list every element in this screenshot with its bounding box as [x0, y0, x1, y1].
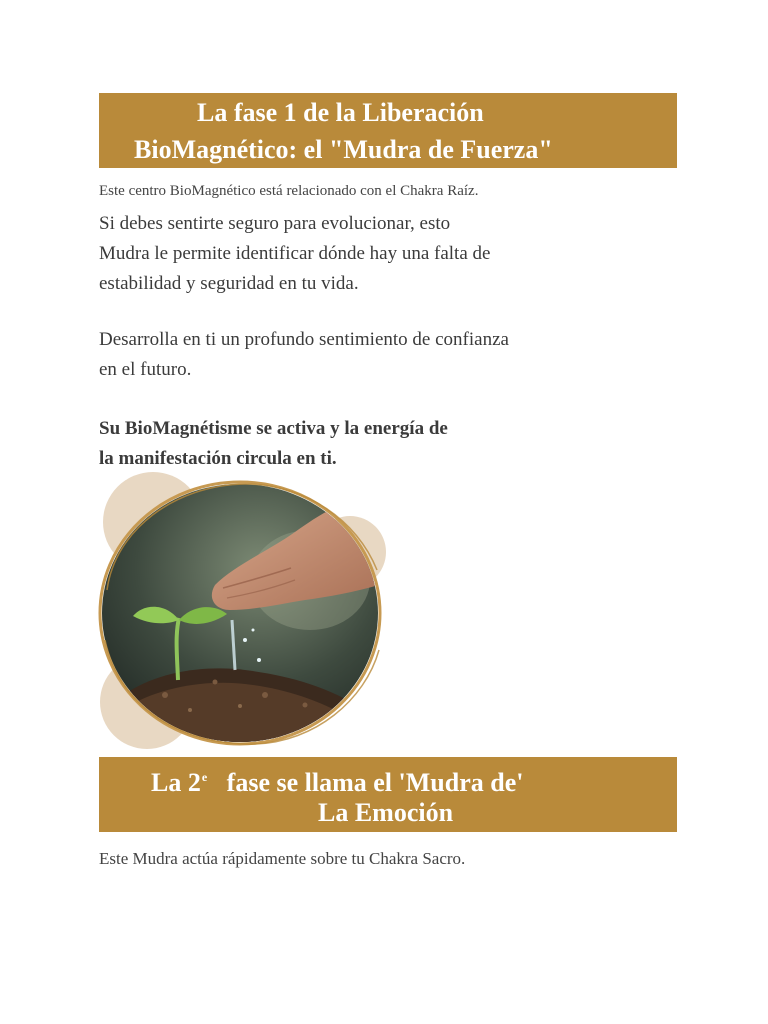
section-2-title-line-2: La Emoción [318, 798, 454, 827]
section-1-title-line-2: BioMagnético: el "Mudra de Fuerza" [134, 135, 553, 164]
section-2-intro: Este Mudra actúa rápidamente sobre tu Chakra Sacro. [99, 849, 466, 868]
section-1-title-banner [99, 93, 677, 168]
paragraph-activation [99, 414, 448, 474]
paragraph-line: la manifestación circula en ti. [99, 448, 337, 469]
paragraph-line: Mudra le permite identificar dónde hay una falta de [99, 243, 491, 264]
paragraph-confidence [99, 325, 509, 385]
paragraph-line: Desarrolla en ti un profundo sentimiento de confianza [99, 329, 509, 350]
paragraph-line: Si debes sentirte seguro para evolucionar, esto [99, 213, 451, 234]
section-1-intro: Este centro BioMagnético está relacionado con el Chakra Raíz. [99, 183, 479, 199]
section-1-title-line-1: La fase 1 de la Liberación [197, 98, 484, 127]
section-2-title-banner [99, 757, 677, 832]
section-2-ordinal-superscript: e [201, 770, 208, 784]
paragraph-line: estabilidad y seguridad en tu vida. [99, 273, 359, 294]
paragraph-line: en el futuro. [99, 359, 192, 380]
section-2-title-prefix: La 2 [151, 768, 201, 797]
paragraph-line: Su BioMagnétisme se activa y la energía de [99, 418, 448, 439]
seedling-watering-illustration [95, 470, 395, 750]
paragraph-security [99, 209, 490, 299]
section-2-title-suffix: fase se llama el 'Mudra de' [226, 768, 524, 797]
